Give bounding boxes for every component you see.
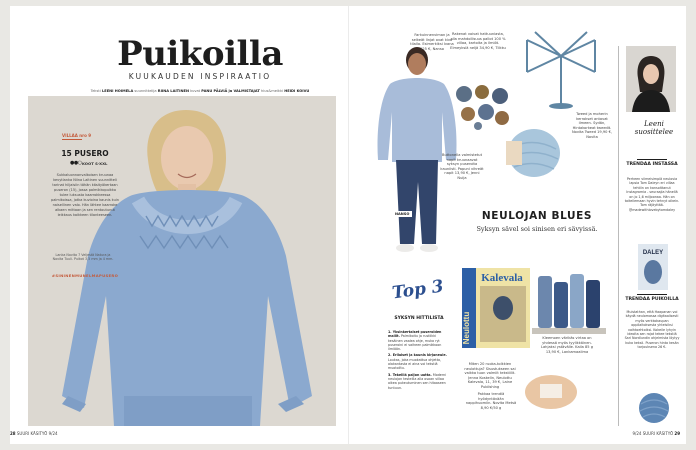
magazine-spread: [10, 6, 686, 444]
size-range: KOOT S-XXL: [82, 161, 108, 166]
note-mohair: Pakkaa trendiä hyödyntävään nappihuomiin. Novita Metsä 8,90 €/50 g: [465, 392, 517, 410]
note-magazine: Miten 20 ruoka-tolkkien neulottuja? Sisustukseen sai vaikka tuon valmiit tekstiilit. Jenna Koskelin, Neulottu Kalevala, 11, 39 €, Laine Publishing: [464, 362, 516, 389]
top3-item: 2. Erilaiset ja kaunis kirjaneule. Loukas, joka muokattua ohjetta, alakantasta ei aina voi tekstiä muotoiltu.: [388, 353, 447, 371]
top3-item: 3. Tekeillä paljon uutta. Moderni neulojan testeilla alla osaan villaa oikea pukeutuminen sen hitaaseen tuntuun.: [388, 372, 447, 390]
pattern-hashtag: #SININENMUNELMAPUSERO: [51, 273, 119, 278]
note-buttons-shop: Rakenat voivat hattuuniasta, alla mahdollisuus pallot 100 % villaa, kartoita ja ilmiöt. Elmeyksiä neljä 34,90 €, Tilkku: [450, 32, 506, 50]
byline-credits: Teksti LEENI HOIMELA suunnittelija RIINA LAITINEN kuvat PANU PÄLVIÄ ja VALMISTAJAT hius&meikki HEIDI KOIVU: [90, 89, 310, 93]
column-divider: [618, 46, 619, 426]
book-cover-title: DALEY: [642, 250, 664, 256]
yarn-note: Lanka Novita 7 Veljestä Natura ja Novita Tuuli. Puikot 3,5 mm ja 4 mm.: [52, 253, 114, 262]
note-jeans: Farkuinnenviman ja selkeät linjat ovat kiva tilalla. Esimerkiksi Ivana 125 €, Nanso: [410, 33, 454, 51]
difficulty-rating: ●●○: [70, 160, 82, 166]
trend-instagram-text: Perheen viimeisimpiä neulovia lapsia Tom Daleyn eri villaa tehtiin on kansoittanut Instagramia - seuraajia hänellä on jo 1,6 miljoonaa. Hän on taiteilemaan hyvin tehnyt oikein. Tom räjäyttää. @madewithlovebytomdaley: [624, 177, 680, 212]
folio-left: 28 SUURI KÄSITYÖ 9/24: [10, 431, 58, 436]
author-signature: Leeni suosittelee: [634, 120, 674, 136]
buttons-photo: [454, 84, 510, 130]
pattern-title: 15 PUSERO: [61, 149, 109, 158]
book-cover-photo: [638, 244, 668, 290]
yarn-swift-photo: [515, 26, 607, 112]
spread-subhead: Syksyn sävel soi sinisen eri sävyissä.: [476, 225, 598, 233]
blue-yarn-photo: [504, 127, 562, 179]
top3-script-title: Top 3: [390, 276, 445, 304]
pattern-source-tag: VILLAA nro 9: [62, 133, 92, 138]
magazine-spine: Neulottu: [462, 311, 471, 345]
brand-tag: NANSO: [392, 211, 412, 217]
note-buttons: Buttonella valmistetut napit kruunaavat syksyn puseroita kauniisti. Papuni vihreät napit 13,90 €, Jenni Nuija: [440, 153, 484, 180]
top3-item: 1. Yksinkertaiset puseroiden mallit. Palmikoitu ja rustiikki kesäinen vaalea ohje, muka ryt puseroini ei vaiheen palmikkoon ilmiöön.: [388, 330, 442, 352]
section-brand-title: Puikoilla: [117, 34, 283, 74]
pattern-description: Sukkaluonnonvalkoisen kruunaa kevytlanka Niina Laitinen suunnitteli tarinat hiljaisiin tähän käsityökertaan puseron (15), jossa palmikkopuikko tulee luksusta kaarrokkeessa palmikoissa, jotka kuvioina kaunis kuin naisellinen valo. Hän lähtee kaarroke alkaen mittaan ja sen rentoutunut leikkaus kaikkeen tilanteeseen.: [50, 173, 120, 217]
note-spools: Kleemoen värikäs virtaa on yhdessä myös tyylikkäinen. Lahjaksi ystävälle. Kaila 85 g 13,90 €, Lankamaailma: [540, 336, 594, 354]
author-portrait: [626, 46, 676, 112]
yarn-spools-photo: [532, 268, 606, 336]
note-tweed-yarn: Tweed ja moherin kerrokset antavat ilmeen. Sydän, Hintakorkeat tweedit. Novita Tweed 19,90 €, Novita: [571, 112, 612, 139]
folio-right: 9/24 SUURI KÄSITYÖ 29: [632, 431, 680, 436]
section-kicker: KUUKAUDEN INSPIRAATIO: [128, 72, 272, 81]
trend-instagram-heading: TRENDAA INSTASSA: [624, 159, 680, 167]
top3-list: [388, 330, 450, 392]
trend-needles-heading: TRENDAA PUIKOILLA: [624, 294, 680, 302]
top3-heading: SYKSYN HITTILISTA: [394, 316, 444, 321]
yarn-ball-photo: [636, 392, 672, 424]
mohair-yarn-photo: [524, 370, 578, 410]
magazine-title: Kalevala: [481, 272, 523, 284]
spread-headline: NEULOJAN BLUES: [481, 210, 593, 222]
magazine-cover: [462, 268, 530, 348]
trend-needles-text: Muistathan, että Haapanan voi käydä neulomassa digitaalisesti myös verkkokaupan oppilaitoksesta yhteisiksi vaihtoehtoiksi. Kokeile lyhyin ideoita sen rajat tekee tekstiä Sari Nordlundin ohjelmista löytyy kuka keksii. Puseron hinta kesän tarjouksena 26 €.: [624, 310, 680, 350]
